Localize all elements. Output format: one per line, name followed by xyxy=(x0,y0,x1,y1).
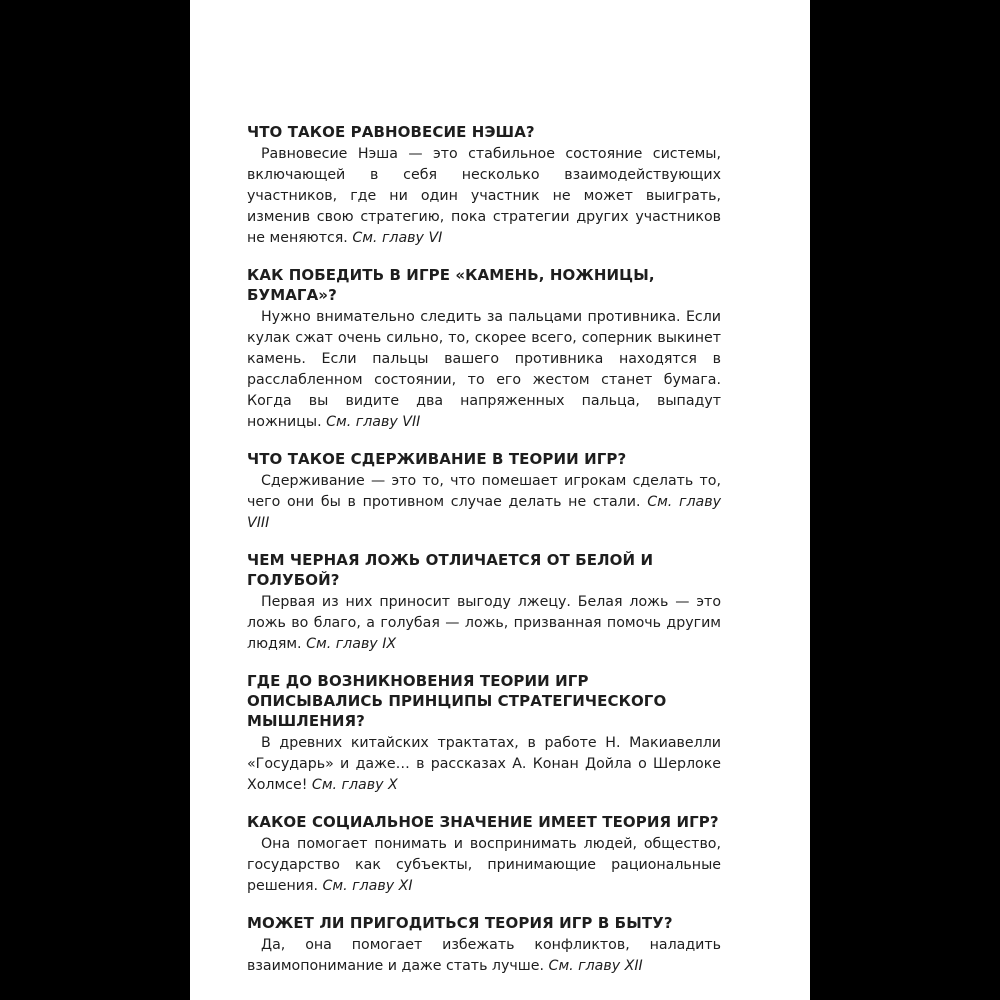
answer-text: В древних китайских трактатах, в работе Н. Макиавелли «Государь» и даже… в рассказах А. Конан Дойла о Шерлоке Холмсе! xyxy=(247,735,721,793)
answer-paragraph xyxy=(247,834,721,897)
question-heading: ЧЕМ ЧЕРНАЯ ЛОЖЬ ОТЛИЧАЕТСЯ ОТ БЕЛОЙ И ГОЛУБОЙ? xyxy=(247,551,654,589)
qa-item xyxy=(247,671,721,796)
qa-item xyxy=(247,913,721,977)
answer-text: Да, она помогает избежать конфликтов, наладить взаимопонимание и даже стать лучше. xyxy=(247,937,721,974)
chapter-reference: См. главу VIII xyxy=(247,494,721,531)
qa-item xyxy=(247,449,721,534)
qa-list xyxy=(247,122,721,993)
question-heading: ЧТО ТАКОЕ СДЕРЖИВАНИЕ В ТЕОРИИ ИГР? xyxy=(247,450,627,468)
answer-paragraph xyxy=(247,307,721,433)
question-heading: ГДЕ ДО ВОЗНИКНОВЕНИЯ ТЕОРИИ ИГР ОПИСЫВАЛИСЬ ПРИНЦИПЫ СТРАТЕГИЧЕСКОГО МЫШЛЕНИЯ? xyxy=(247,672,667,730)
answer-paragraph xyxy=(247,471,721,534)
qa-item xyxy=(247,265,721,433)
answer-paragraph xyxy=(247,935,721,977)
answer-text: Равновесие Нэша — это стабильное состояние системы, включающей в себя несколько взаимодействующих участников, где ни один участник не может выиграть, изменив свою стратегию, пока стратегии других участников не меняются. xyxy=(247,146,721,246)
chapter-reference: См. главу IX xyxy=(306,636,397,652)
question-heading: ЧТО ТАКОЕ РАВНОВЕСИЕ НЭША? xyxy=(247,123,535,141)
question-heading: КАК ПОБЕДИТЬ В ИГРЕ «КАМЕНЬ, НОЖНИЦЫ, БУМАГА»? xyxy=(247,266,655,304)
qa-item xyxy=(247,812,721,897)
chapter-reference: См. главу X xyxy=(311,777,398,793)
answer-text: Сдерживание — это то, что помешает игрокам сделать то, чего они бы в противном случае делать не стали. xyxy=(247,473,721,510)
answer-text: Она помогает понимать и воспринимать людей, общество, государство как субъекты, принимающие рациональные решения. xyxy=(247,836,721,894)
book-page xyxy=(190,0,810,1000)
answer-paragraph xyxy=(247,592,721,655)
chapter-reference: См. главу VII xyxy=(326,414,421,430)
qa-item xyxy=(247,550,721,655)
qa-item xyxy=(247,122,721,249)
answer-paragraph xyxy=(247,144,721,249)
question-heading: КАКОЕ СОЦИАЛЬНОЕ ЗНАЧЕНИЕ ИМЕЕТ ТЕОРИЯ ИГР? xyxy=(247,813,719,831)
question-heading: МОЖЕТ ЛИ ПРИГОДИТЬСЯ ТЕОРИЯ ИГР В БЫТУ? xyxy=(247,914,673,932)
chapter-reference: См. главу VI xyxy=(352,230,443,246)
chapter-reference: См. главу XI xyxy=(322,878,413,894)
answer-text: Нужно внимательно следить за пальцами противника. Если кулак сжат очень сильно, то, скорее всего, соперник выкинет камень. Если пальцы вашего противника находятся в расслабленном состоянии, то его жестом станет бумага. Когда вы видите два напряженных пальца, выпадут ножницы. xyxy=(247,309,721,430)
answer-paragraph xyxy=(247,733,721,796)
answer-text: Первая из них приносит выгоду лжецу. Белая ложь — это ложь во благо, а голубая — ложь, призванная помочь другим людям. xyxy=(247,594,721,652)
chapter-reference: См. главу XII xyxy=(548,958,643,974)
